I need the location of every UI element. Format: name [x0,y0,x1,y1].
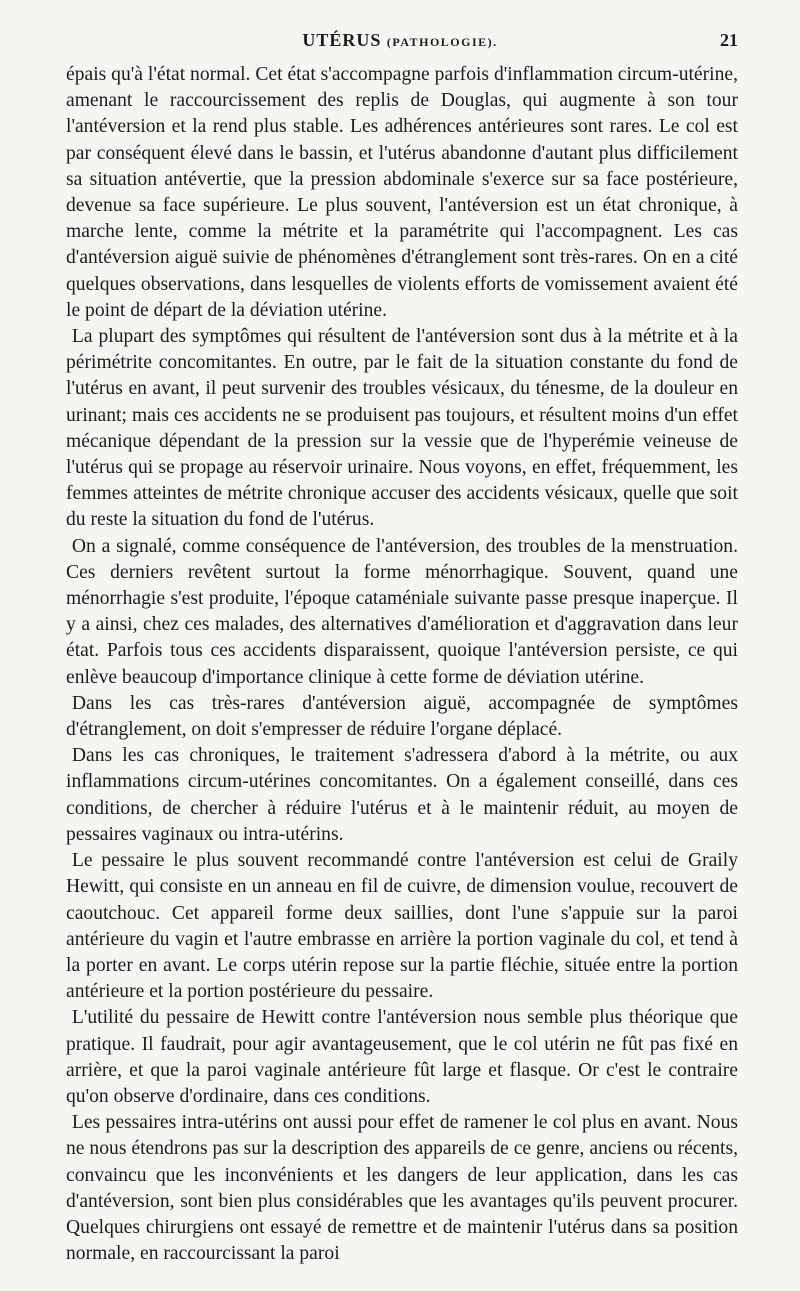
page-header [62,30,738,60]
body-text [66,62,738,1267]
paragraph: L'utilité du pessaire de Hewitt contre l'antéversion nous semble plus théorique que pratique. Il faudrait, pour agir avantageusement, que le col utérin ne fût pas fixé en arrière, et que la paroi vaginale antérieure fût large et flasque. Or c'est le contraire qu'on observe d'ordinaire, dans ces conditions. [66,1007,738,1107]
paragraph: Les pessaires intra-utérins ont aussi pour effet de ramener le col plus en avant. Nous ne nous étendrons pas sur la description des appareils de ce genre, anciens ou récents, convaincu que les inconvénients et les dangers de leur application, dans les cas d'antéversion, sont bien plus considérables que les avantages qu'ils peuvent procurer. Quelques chirurgiens ont essayé de remettre et de maintenir l'utérus dans sa position normale, en raccourcissant la paroi [66,1112,738,1265]
paragraph: On a signalé, comme conséquence de l'antéversion, des troubles de la menstruation. Ces derniers revêtent surtout la forme ménorrhagique. Souvent, quand une ménorrhagie s'est produite, l'époque cataméniale suivante passe presque inaperçue. Il y a ainsi, chez ces malades, des alternatives d'amélioration et d'aggravation dans leur état. Parfois tous ces accidents disparaissent, quoique l'antéversion persiste, ce qui enlève beaucoup d'importance clinique à cette forme de déviation utérine. [66,535,738,688]
paragraph: Dans les cas très-rares d'antéversion aiguë, accompagnée de symptômes d'étranglement, on doit s'empresser de réduire l'organe déplacé. [66,692,738,741]
running-title-sub: (PATHOLOGIE). [386,35,498,49]
paragraph: Le pessaire le plus souvent recommandé contre l'antéversion est celui de Graily Hewitt, qui consiste en un anneau en fil de cuivre, de dimension voulue, recouvert de caoutchouc. Cet appareil forme deux saillies, dont l'une s'appuie sur la paroi antérieure du vagin et l'autre embrasse en arrière la portion vaginale du col, et tend à la porter en avant. Le corps utérin repose sur la partie fléchie, située entre la portion antérieure et la portion postérieure du pessaire. [66,850,738,1003]
page-number: 21 [720,30,738,50]
paragraph: épais qu'à l'état normal. Cet état s'accompagne parfois d'inflammation circum-utérine, amenant le raccourcissement des replis de Douglas, qui augmente à son tour l'antéversion et la rend plus stable. Les adhérences antérieures sont rares. Le col est par conséquent élevé dans le bassin, et l'utérus abandonne d'autant plus difficilement sa situation antévertie, que la pression abdominale s'exerce sur sa face postérieure, devenue sa face supérieure. Le plus souvent, l'antéversion est un état chronique, à marche lente, comme la métrite et la paramétrite qui l'accompagnent. Les cas d'antéversion aiguë suivie de phénomènes d'étranglement sont très-rares. On en a cité quelques observations, dans lesquelles de violents efforts de vomissement avaient été le point de départ de la déviation utérine. [66,64,738,321]
running-title [62,30,738,51]
paragraph: La plupart des symptômes qui résultent de l'antéversion sont dus à la métrite et à la périmétrite concomitantes. En outre, par le fait de la situation constante du fond de l'utérus en avant, il peut survenir des troubles vésicaux, du ténesme, de la douleur en urinant; mais ces accidents ne se produisent pas toujours, et résultent moins d'un effet mécanique dépendant de la pression sur la vessie que de l'hyperémie veineuse de l'utérus qui se propage au réservoir urinaire. Nous voyons, en effet, fréquemment, les femmes atteintes de métrite chronique accuser des accidents vésicaux, quelle que soit du reste la situation du fond de l'utérus. [66,326,738,531]
paragraph: Dans les cas chroniques, le traitement s'adressera d'abord à la métrite, ou aux inflammations circum-utérines concomitantes. On a également conseillé, dans ces conditions, de chercher à réduire l'utérus et à le maintenir réduit, au moyen de pessaires vaginaux ou intra-utérins. [66,745,738,845]
running-title-main: UTÉRUS [302,30,382,50]
